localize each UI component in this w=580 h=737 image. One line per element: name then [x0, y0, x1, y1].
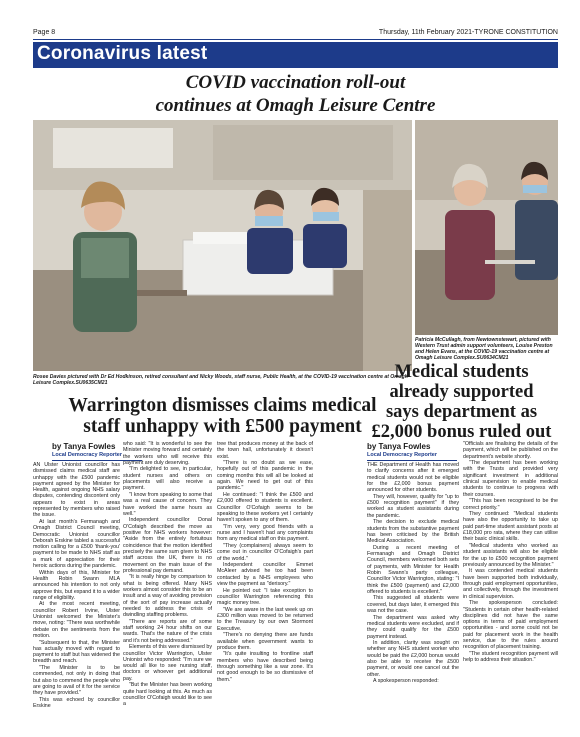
- vaccination-side-photo-illustration: [415, 120, 558, 335]
- article-paragraph: "This has been recognised to be the correct priority.": [463, 498, 558, 511]
- warrington-headline-line2: staff unhappy with £500 payment: [83, 416, 362, 437]
- article-paragraph: AN Ulster Unionist councillor has dismissed claims medical staff are unhappy with the £500 pandemic payment agreed by the Minister for Health, against ongoing NHS salary disputes, contending discontent only appears to exist in areas represented by members who raised the issue.: [33, 462, 120, 519]
- article-paragraph: "Medical students who worked as student assistants will also be eligible for the up to £500 recognition payment previously announced by the Minister.": [463, 542, 558, 568]
- article-paragraph: "I'm very, very good friends with a nurse and I haven't had any complaints from any medical staff on this payment.: [217, 523, 313, 543]
- article-paragraph: This was echoed by councillor Erskine: [33, 696, 120, 710]
- students-column-2: [463, 441, 558, 664]
- section-label: Coronavirus latest: [37, 43, 208, 64]
- students-column-1: [367, 462, 459, 685]
- article-paragraph: tree that produces money at the back of the town hall, unfortunately it doesn't exist.: [217, 441, 313, 460]
- article-paragraph: During a recent meeting of Fermanagh and Omagh District Council, members welcomed both sets of payments, with Minister for Health Robin Swann's party colleague, Councillor Victor Warrington, stating: "I think the £500 (payment) and £2,000 offered to students is excellent.": [367, 544, 459, 595]
- vaccination-photo-main: [33, 120, 412, 371]
- folio-rule: [33, 39, 558, 40]
- vaccination-photo-side: [415, 120, 558, 335]
- article-paragraph: "It is really hinge by comparison to what is being offered. Many NHS workers almost consider this to be an insult and a way of avoiding provision of the sort of pay increase actually needed to address the crisis of dwindling staffing problems.: [123, 574, 212, 619]
- article-paragraph: "We are aware in the last week up on £300 million was moved to be returned to the Treasury by our own Stormont Executive.: [217, 606, 313, 632]
- warrington-column-2: [123, 441, 212, 708]
- section-band: [33, 42, 558, 68]
- article-paragraph: The decision to exclude medical students from the substantive payment has been criticised by the British Medical Association.: [367, 519, 459, 545]
- byline-role: Local Democracy Reporter: [367, 452, 437, 458]
- article-paragraph: "There's no denying there are funds available when government wants to produce them.: [217, 632, 313, 651]
- vaccine-headline: [33, 71, 558, 117]
- students-headline-line2: already supported: [389, 382, 534, 402]
- students-headline-line1: Medical students: [394, 362, 529, 382]
- article-paragraph: "The Minister is to be commended, not only in doing that but also to commend the people who are going to avail of it for the service they have provided.": [33, 664, 120, 697]
- page-folio: [33, 27, 558, 39]
- article-paragraph: "I'm delighted to see, in particular, student nurses and others on placements will also receive a payment.: [123, 466, 212, 492]
- vaccine-headline-line2: continues at Omagh Leisure Centre: [155, 95, 436, 116]
- article-paragraph: At the most recent meeting, councillor Robert Irvine, Ulster Unionist welcomed the Minister's move, noting: "There was worthwhile debate on the sentiments from the motion.: [33, 601, 120, 639]
- article-paragraph: At last month's Fermanagh and Omagh District Council meeting, Democratic Unionist councillor Deborah Erskine tabled a successful motion calling for a £500 'thank-you' payment to be made to NHS staff as a mark of appreciation for their heroic actions during the pandemic.: [33, 518, 120, 570]
- warrington-headline-line1: Warrington dismisses claims medical: [68, 395, 377, 416]
- article-paragraph: "There are reports are of some staff working 24 hour shifts on our wards. That's the nature of the crisis and it's not being addressed.": [123, 618, 212, 644]
- article-paragraph: This suggested all students were covered, but days later, it emerged this was not the case.: [367, 595, 459, 615]
- photo-main-caption: Rosee Davies pictured with Dr Ed Hodkinson, retired consultant and Nicky Woods, staff nurse, Public Health, at the COVID-19 vaccination centre at Omagh Leisure Complex.SU0635CM21: [33, 374, 408, 386]
- byline-name: by Tanya Fowles: [52, 442, 116, 451]
- article-paragraph: He pointed out: "I take exception to councillor Warrington referencing this magic money tree.: [217, 587, 313, 607]
- students-headline-line4: £2,000 bonus ruled out: [371, 422, 552, 442]
- vaccination-photo-illustration: [33, 120, 412, 371]
- article-paragraph: Independent councillor Donal O'Cofaigh described the move as positive for NHS workers however: "Aside from the entirely fortuitous coincidence that the motion identified precisely the same sum given to NHS staff across the UK, there is no movement on the main issue of the professional pay demand.: [123, 517, 212, 574]
- article-paragraph: A spokesperson responded:: [373, 678, 439, 685]
- article-paragraph: "Subsequent to that, the Minister has actually moved with regard to payment to staff but has widened the breadth and reach.: [33, 639, 120, 665]
- article-paragraph: "Officials are finalising the details of the payment, which will be published on the department's website shortly.: [463, 441, 558, 460]
- page-dateline: Thursday, 11th February 2021-TYRONE CONSTITUTION: [378, 29, 558, 36]
- vaccine-headline-line1: COVID vaccination roll-out: [185, 72, 406, 93]
- article-paragraph: He continued: "I think the £500 and £2,000 offered to students is excellent. Councillor O'Cofaigh seems to be speaking to these workers yet I certainly haven't spoken to any of them.: [217, 491, 313, 524]
- article-paragraph: The spokesperson concluded: "Students in certain other health-related disciplines did not have the same options in terms of paid employment opportunities - and some could not be paid for placement work in the health service, due to the rules around recognition of placement training.: [463, 600, 558, 651]
- warrington-column-3: [217, 441, 313, 683]
- students-headline: [365, 362, 558, 442]
- article-paragraph: "The department has been working with the Trusts and provided very significant investment in additional clinical supervision to enable medical students to continue to progress with their courses.: [463, 460, 558, 498]
- article-paragraph: "The student recognition payment will help to address their situation.": [463, 650, 558, 664]
- article-paragraph: Independent councillor Emmet McAleer advised he too had been contacted by a NHS employees who view the payment as "derisory.": [217, 562, 313, 588]
- byline-name: by Tanya Fowles: [367, 442, 431, 451]
- students-headline-line3: says department as: [385, 402, 538, 422]
- article-paragraph: Within days of this, Minister for Health Robin Swann MLA announced his intention to not only approve this, but expand it to a wider range of eligibility.: [33, 569, 120, 601]
- article-paragraph: In addition, clarity was sought on whether any NHS student worker who would be paid the £2,000 bonus would also be able to receive the £500 payment, or would one cancel out the other.: [367, 640, 459, 678]
- warrington-headline: [33, 395, 412, 437]
- page-number: Page 8: [33, 29, 56, 36]
- byline-role: Local Democracy Reporter: [52, 452, 122, 458]
- article-paragraph: "There is no doubt as we ease, hopefully out of this pandemic in the coming months this will all be looked at again. We need to get out of this pandemic.": [217, 460, 313, 492]
- article-paragraph: They will, however, qualify for "up to £500 recognition payment" if they worked as student assistants during the pandemic.: [367, 493, 459, 519]
- warrington-column-1: [33, 462, 120, 710]
- article-paragraph: "They (complainers) always seem to come out in councillor O'Cofaigh's part of the world.": [217, 542, 313, 562]
- students-byline: [367, 442, 457, 461]
- article-paragraph: THE Department of Health has moved to clarify concerns after it emerged medical students would not be eligible for the £2,000 bonus payment announced for other students.: [367, 462, 459, 494]
- article-paragraph: "I know from speaking to some that was a real cause of concern. They have worked the same hours as well.": [123, 491, 212, 517]
- byline-rule: [367, 460, 457, 461]
- photo-side-caption: Patricia McCullagh, from Newtownstewart, pictured with Western Trust admin support volunteers, Louise Preston and Helen Evans, at the COVID-19 vaccination centre at Omagh Leisure Complex.SU0634CM21: [415, 337, 553, 361]
- article-paragraph: The department was asked why medical students were excluded, and if they could qualify for the £500 payment instead.: [367, 614, 459, 640]
- article-paragraph: "But the Minister has been working quite hard looking at this. As much as councillor O'Cofaigh would like to see a: [123, 682, 212, 708]
- article-paragraph: Elements of this were dismissed by councillor Victor Warrington, Ulster Unionist who responded: "I'm sure we would all like to see nursing staff, doctors or whoever get additional pay.: [123, 644, 212, 682]
- article-paragraph: "It's quite insulting to frontline staff members who have described being through something like a war zone. It's not good enough to be so dismissive of them.": [217, 651, 313, 683]
- article-paragraph: They continued: "Medical students have also the opportunity to take up paid part-time student assistant posts at £18,000 pro rata, where they can utilise their basic clinical skills.: [463, 511, 558, 543]
- article-paragraph: It was contended medical students have been supported both individually, through paid employment opportunities, and collectively, through the investment in clinical supervision.: [463, 568, 558, 600]
- article-paragraph: who said: "It is wonderful to see the Minister moving forward and certainly the workers who will receive this payment are duly deserving.: [123, 441, 212, 466]
